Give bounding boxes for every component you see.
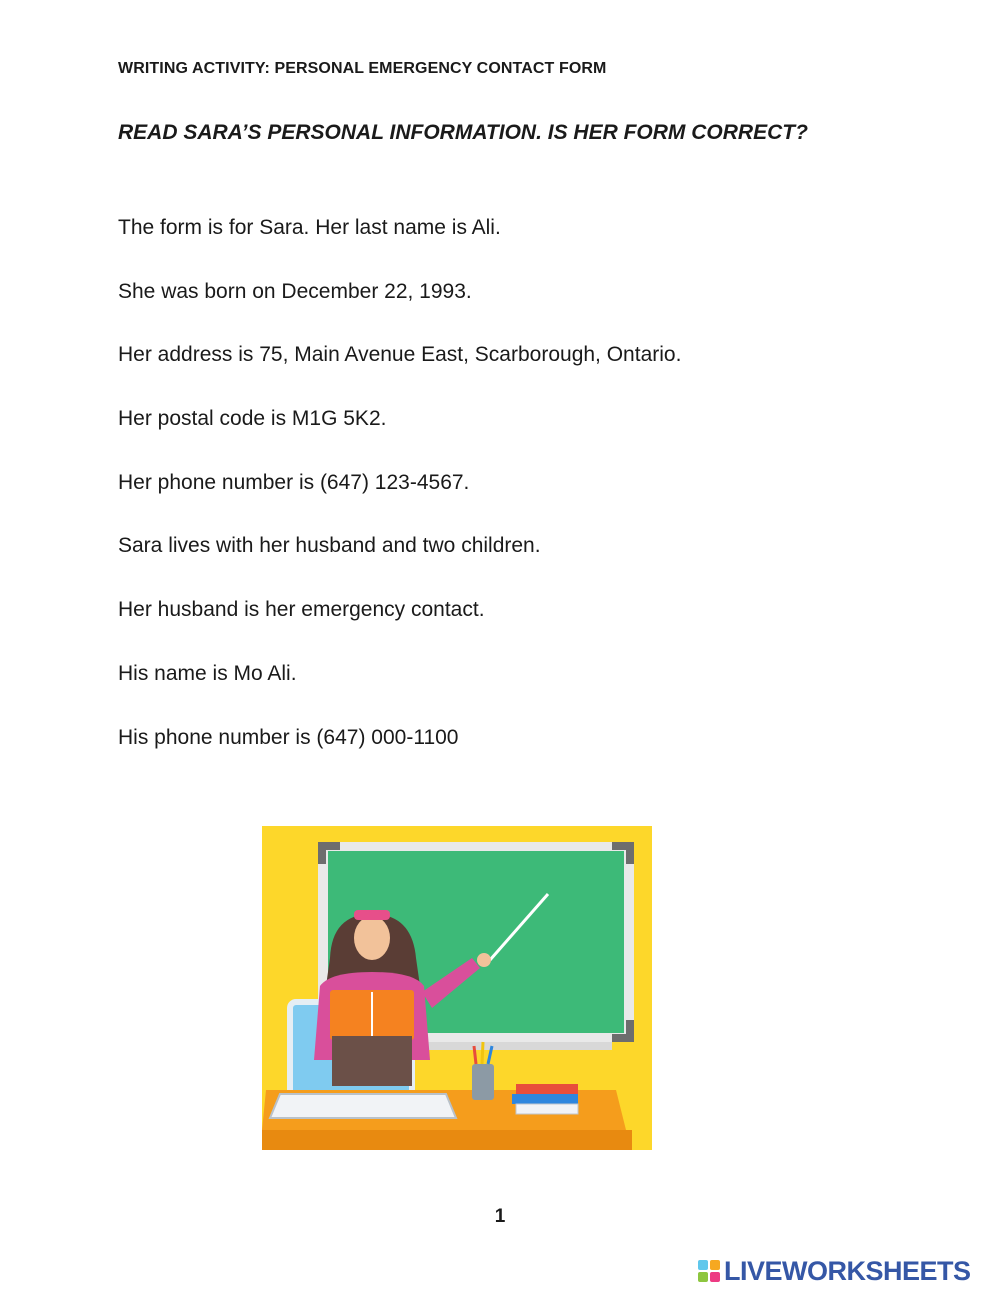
page-number: 1 [494,1206,506,1227]
info-sentence-name: The form is for Sara. Her last name is Ali. [118,216,501,239]
desk-front [262,1130,632,1150]
skirt [332,1036,412,1086]
info-sentence-family: Sara lives with her husband and two children. [118,534,541,558]
brand-name: LIVEWORKSHEETS [724,1255,971,1286]
face [354,916,390,960]
info-sentence-address: Her address is 75, Main Avenue East, Scarborough, Ontario. [118,343,682,367]
teacher-illustration [262,826,652,1150]
hand [477,953,491,967]
info-sentence-contact-phone: His phone number is (647) 000-1100 [118,725,459,749]
book-middle [512,1094,578,1104]
info-sentence-emergency-contact: Her husband is her emergency contact. [118,598,485,622]
pencil-cup [472,1064,494,1100]
info-sentence-phone: Her phone number is (647) 123-4567. [118,470,470,494]
brand-logo-link[interactable] [698,1256,971,1286]
info-sentence-birthdate: She was born on December 22, 1993. [118,279,472,303]
liveworksheets-icon [698,1260,720,1282]
headband [354,910,390,920]
pencil-yellow [482,1042,483,1064]
book-top [516,1084,578,1094]
chalk-tray [412,1042,612,1050]
info-sentence-contact-name: His name is Mo Ali. [118,661,297,685]
worksheet-title: WRITING ACTIVITY: PERSONAL EMERGENCY CONTACT FORM [118,60,607,77]
info-sentence-postal-code: Her postal code is M1G 5K2. [118,407,387,431]
worksheet-instruction: READ SARA’S PERSONAL INFORMATION. IS HER FORM CORRECT? [118,121,808,144]
pencil-red [474,1046,476,1064]
laptop-keyboard [270,1094,456,1118]
sara-info-list [118,213,681,786]
book-bottom [516,1104,578,1114]
